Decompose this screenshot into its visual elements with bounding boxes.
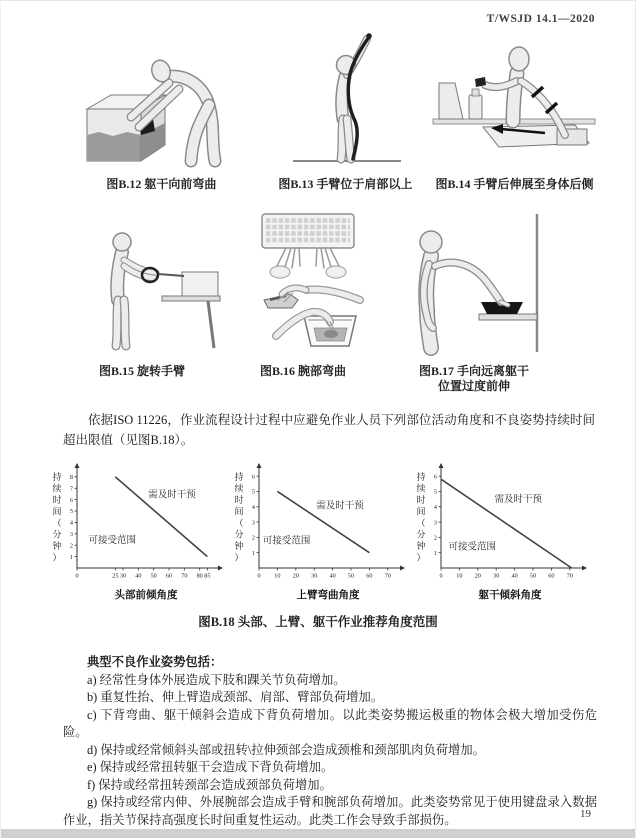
svg-text:6: 6 xyxy=(69,496,73,504)
figure-b12-caption: 图B.12 躯干向前弯曲 xyxy=(106,177,217,191)
svg-text:2: 2 xyxy=(251,534,255,542)
svg-text:3: 3 xyxy=(251,519,255,527)
svg-text:2: 2 xyxy=(69,542,73,550)
svg-text:）: ） xyxy=(52,552,62,563)
svg-text:6: 6 xyxy=(251,473,255,481)
figure-b18-charts xyxy=(1,462,635,604)
svg-text:分: 分 xyxy=(52,529,62,540)
scan-edge-band xyxy=(1,829,635,838)
figure-b12-illustration xyxy=(61,33,261,173)
svg-text:躯干倾斜角度: 躯干倾斜角度 xyxy=(478,590,542,601)
chart-trunk-lean-angle xyxy=(411,462,589,604)
caption-row-2 xyxy=(56,364,605,394)
svg-text:需及时干预: 需及时干预 xyxy=(494,495,543,506)
svg-text:间: 间 xyxy=(52,506,62,517)
svg-text:30: 30 xyxy=(311,572,318,580)
svg-text:85: 85 xyxy=(204,572,211,580)
svg-text:0: 0 xyxy=(439,572,443,580)
svg-text:续: 续 xyxy=(416,483,426,494)
list-item: b) 重复性抬、伸上臂造成颈部、肩部、臂部负荷增加。 xyxy=(87,690,384,704)
svg-text:10: 10 xyxy=(456,572,463,580)
figure-b14-illustration xyxy=(425,25,603,173)
svg-text:钟: 钟 xyxy=(416,541,426,551)
svg-text:60: 60 xyxy=(165,572,173,580)
page-number: 19 xyxy=(580,808,591,820)
figure-b16-illustration xyxy=(228,208,378,360)
figure-b14 xyxy=(424,31,605,173)
figure-b15 xyxy=(56,208,228,360)
figure-b17-illustration xyxy=(389,210,559,360)
list-item: a) 经常性身体外展造成下肢和踝关节负荷增加。 xyxy=(87,672,346,687)
svg-text:持: 持 xyxy=(234,472,244,482)
svg-text:60: 60 xyxy=(366,572,373,580)
list-item: g) 保持或经常内伸、外展腕部会造成手臂和腕部负荷增加。此类姿势常见于使用键盘录入数据作业，指关节保持高强度长时间重复性运动。此类工作会导致手部损伤。 xyxy=(63,795,597,827)
svg-text:可接受范围: 可接受范围 xyxy=(448,542,497,553)
svg-text:5: 5 xyxy=(69,508,73,516)
svg-text:50: 50 xyxy=(150,572,157,580)
list-item: c) 下背弯曲、躯干倾斜会造成下背负荷增加。以此类姿势搬运极重的物体会极大增加受伤危险。 xyxy=(63,707,597,739)
svg-text:续: 续 xyxy=(52,483,62,494)
list-item: d) 保持或经常倾斜头部或扭转\拉伸颈部会造成颈椎和颈部肌肉负荷增加。 xyxy=(87,742,485,757)
svg-text:持: 持 xyxy=(416,472,426,482)
figure-b17 xyxy=(378,208,570,360)
figure-row-2 xyxy=(56,208,605,360)
svg-text:间: 间 xyxy=(416,506,426,517)
list-item: f) 保持或经常扭转颈部会造成颈部负荷增加。 xyxy=(87,777,332,792)
svg-text:（: （ xyxy=(52,518,62,528)
svg-text:40: 40 xyxy=(511,572,518,580)
svg-text:0: 0 xyxy=(257,572,261,580)
caption-row-1 xyxy=(56,177,605,192)
svg-text:2: 2 xyxy=(433,534,437,542)
figure-b16-caption: 图B.16 腕部弯曲 xyxy=(259,364,346,378)
svg-text:分: 分 xyxy=(416,529,426,540)
figure-b18-caption: 图B.18 头部、上臂、躯干作业推荐角度范围 xyxy=(198,615,438,629)
figure-b14-caption: 图B.14 手臂后伸展至身体后侧 xyxy=(435,177,594,191)
figure-b13-caption: 图B.13 手臂位于肩部以上 xyxy=(278,177,413,191)
svg-text:可接受范围: 可接受范围 xyxy=(262,536,311,547)
bad-postures-section xyxy=(63,654,597,829)
svg-text:60: 60 xyxy=(548,572,555,580)
figure-b15-illustration xyxy=(62,210,222,360)
svg-text:5: 5 xyxy=(251,488,255,496)
svg-text:时: 时 xyxy=(52,495,62,505)
svg-text:5: 5 xyxy=(433,488,437,496)
svg-text:30: 30 xyxy=(493,572,500,580)
svg-text:持: 持 xyxy=(52,472,62,482)
svg-text:40: 40 xyxy=(135,572,142,580)
svg-text:头部前倾角度: 头部前倾角度 xyxy=(114,590,178,601)
intro-paragraph: 依据ISO 11226，作业流程设计过程中应避免作业人员下列部位活动角度和不良姿势持续时间超出限值（见图B.18）。 xyxy=(63,413,595,447)
svg-text:30: 30 xyxy=(119,572,127,580)
svg-text:1: 1 xyxy=(433,549,437,557)
chart-upper-arm-bend-angle xyxy=(229,462,407,604)
svg-text:10: 10 xyxy=(274,572,281,580)
svg-text:20: 20 xyxy=(292,572,299,580)
svg-text:时: 时 xyxy=(416,495,426,505)
svg-text:）: ） xyxy=(416,552,426,563)
svg-text:7: 7 xyxy=(69,485,73,493)
svg-text:0: 0 xyxy=(75,572,79,580)
svg-text:分: 分 xyxy=(234,529,244,540)
figure-b16 xyxy=(228,208,378,360)
svg-text:3: 3 xyxy=(69,531,73,539)
document-number: T/WSJD 14.1—2020 xyxy=(486,13,595,25)
svg-text:20: 20 xyxy=(474,572,481,580)
svg-text:4: 4 xyxy=(433,503,437,511)
figure-b17-caption: 图B.17 手向远离躯干 位置过度前伸 xyxy=(418,364,529,393)
svg-text:40: 40 xyxy=(329,572,336,580)
svg-text:25: 25 xyxy=(112,572,119,580)
svg-text:8: 8 xyxy=(69,474,73,482)
figure-b15-caption: 图B.15 旋转手臂 xyxy=(98,364,185,378)
svg-text:间: 间 xyxy=(234,506,244,517)
svg-text:可接受范围: 可接受范围 xyxy=(88,535,137,546)
svg-text:钟: 钟 xyxy=(234,541,244,551)
svg-text:1: 1 xyxy=(69,553,73,561)
svg-text:70: 70 xyxy=(181,572,188,580)
svg-text:1: 1 xyxy=(251,549,255,557)
svg-text:50: 50 xyxy=(347,572,355,580)
svg-text:（: （ xyxy=(416,518,426,528)
svg-text:需及时干预: 需及时干预 xyxy=(148,490,196,501)
svg-text:4: 4 xyxy=(251,503,255,511)
svg-text:续: 续 xyxy=(234,483,244,494)
list-item: e) 保持或经常扭转躯干会造成下背负荷增加。 xyxy=(87,760,334,774)
figure-b13-illustration xyxy=(275,25,415,173)
svg-text:6: 6 xyxy=(433,473,437,481)
svg-text:50: 50 xyxy=(529,572,537,580)
bad-postures-title: 典型不良作业姿势包括： xyxy=(87,655,223,669)
svg-text:70: 70 xyxy=(384,572,391,580)
svg-text:上臂弯曲角度: 上臂弯曲角度 xyxy=(296,590,360,601)
svg-text:时: 时 xyxy=(234,495,244,505)
svg-text:（: （ xyxy=(234,518,244,528)
svg-text:3: 3 xyxy=(433,519,437,527)
svg-text:）: ） xyxy=(234,552,244,563)
svg-text:80: 80 xyxy=(196,572,203,580)
figure-b12 xyxy=(56,31,267,173)
chart-head-tilt-angle xyxy=(47,462,225,604)
svg-text:70: 70 xyxy=(566,572,573,580)
svg-text:4: 4 xyxy=(69,519,73,527)
svg-text:需及时干预: 需及时干预 xyxy=(316,501,364,512)
svg-text:钟: 钟 xyxy=(52,541,62,551)
figure-row-1 xyxy=(56,31,605,173)
figure-b13 xyxy=(267,31,424,173)
